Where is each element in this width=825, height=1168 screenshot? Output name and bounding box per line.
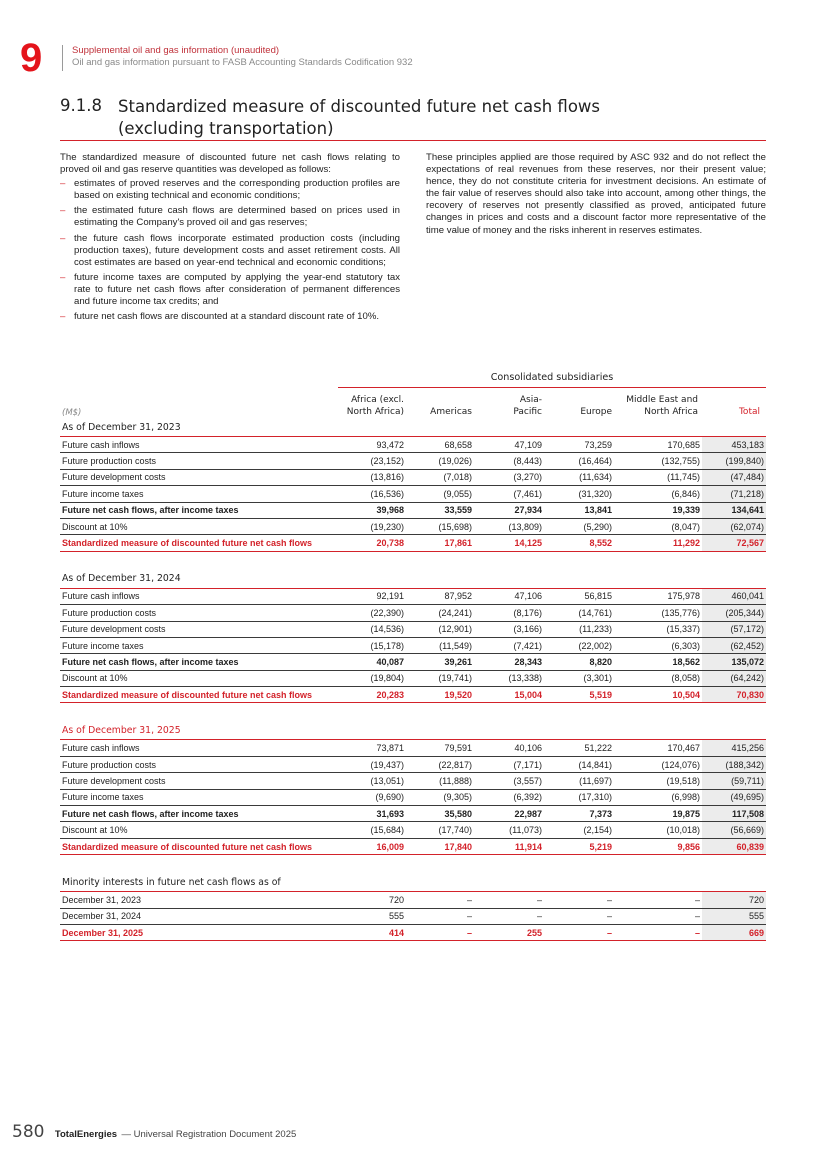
value-cell: (13,816) — [338, 469, 406, 485]
block-spacer — [60, 551, 766, 570]
table-row — [60, 756, 766, 772]
unit-label: (M$) — [62, 408, 82, 418]
value-cell: (11,549) — [406, 637, 474, 653]
value-cell: 720 — [338, 892, 406, 908]
total-cell: (205,344) — [702, 605, 766, 621]
row-label: Future income taxes — [60, 486, 338, 502]
total-cell: 669 — [702, 924, 766, 940]
total-cell: (188,342) — [702, 756, 766, 772]
row-label: December 31, 2025 — [60, 924, 338, 940]
total-cell: 460,041 — [702, 588, 766, 604]
value-cell: (19,518) — [614, 773, 702, 789]
intro-lead: The standardized measure of discounted future net cash flows relating to proved oil and gas reserve quantities was developed as follows: — [60, 152, 400, 176]
value-cell: 20,738 — [338, 535, 406, 551]
value-cell: (31,320) — [544, 486, 614, 502]
value-cell: 8,552 — [544, 535, 614, 551]
value-cell: 19,339 — [614, 502, 702, 518]
value-cell: (9,055) — [406, 486, 474, 502]
value-cell: (16,464) — [544, 453, 614, 469]
total-cell: (56,669) — [702, 822, 766, 838]
value-cell: 79,591 — [406, 740, 474, 756]
table-body — [60, 418, 766, 941]
value-cell: 255 — [474, 924, 544, 940]
principles-paragraph: These principles applied are those required by ASC 932 and do not reflect the expectations of real revenues from these reserves, nor their present value; hence, they do not constitute criteria for investment decisions. An estimate of the fair value of reserves should also take into account, among other things, the recovery of reserves not presently classified as proved, anticipated future changes in prices and costs and a discount factor more representative of the time value of money and the risks inherent in reserves estimates. — [426, 152, 766, 236]
section-number: 9.1.8 — [60, 96, 102, 115]
total-cell: 117,508 — [702, 806, 766, 822]
block-heading: As of December 31, 2025 — [60, 721, 766, 740]
block-spacer — [60, 703, 766, 722]
value-cell: – — [406, 892, 474, 908]
value-cell: (11,634) — [544, 469, 614, 485]
value-cell: (17,740) — [406, 822, 474, 838]
table-row — [60, 806, 766, 822]
total-cell: 453,183 — [702, 437, 766, 453]
value-cell: 35,580 — [406, 806, 474, 822]
value-cell: (19,437) — [338, 756, 406, 772]
dash-icon: – — [60, 205, 66, 217]
bullet-text: the future cash flows incorporate estimated production costs (including production taxes), future development costs and asset retirement costs. All cost estimates are based on year-end technical and economic conditions; — [74, 232, 400, 268]
value-cell: – — [614, 924, 702, 940]
value-cell: (19,804) — [338, 670, 406, 686]
bullet-text: the estimated future cash flows are determined based on prices used in estimating the Company's proved oil and gas reserves; — [74, 205, 400, 229]
group-rule — [338, 387, 766, 388]
table-row — [60, 437, 766, 453]
total-cell: 555 — [702, 908, 766, 924]
value-cell: (13,051) — [338, 773, 406, 789]
dash-icon: – — [60, 232, 66, 244]
value-cell: (8,058) — [614, 670, 702, 686]
value-cell: (9,690) — [338, 789, 406, 805]
value-cell: 170,467 — [614, 740, 702, 756]
value-cell: 73,259 — [544, 437, 614, 453]
block-heading: As of December 31, 2024 — [60, 570, 766, 589]
column-headers — [60, 390, 766, 418]
value-cell: (2,154) — [544, 822, 614, 838]
row-label: Future production costs — [60, 605, 338, 621]
block-spacer — [60, 855, 766, 874]
table-row — [60, 740, 766, 756]
value-cell: (11,745) — [614, 469, 702, 485]
value-cell: – — [406, 924, 474, 940]
row-label: Standardized measure of discounted future net cash flows — [60, 535, 338, 551]
value-cell: 7,373 — [544, 806, 614, 822]
value-cell: (14,841) — [544, 756, 614, 772]
value-cell: 47,109 — [474, 437, 544, 453]
value-cell: (13,338) — [474, 670, 544, 686]
value-cell: (8,047) — [614, 518, 702, 534]
value-cell: (6,846) — [614, 486, 702, 502]
value-cell: 17,840 — [406, 838, 474, 854]
col-asia-line1: Asia- — [519, 395, 542, 405]
total-cell: 134,641 — [702, 502, 766, 518]
total-cell: 72,567 — [702, 535, 766, 551]
value-cell: 51,222 — [544, 740, 614, 756]
row-label: Future cash inflows — [60, 588, 338, 604]
table-row — [60, 892, 766, 908]
group-caption: Consolidated subsidiaries — [490, 372, 614, 383]
value-cell: (7,018) — [406, 469, 474, 485]
data-table — [60, 418, 766, 941]
table-row — [60, 502, 766, 518]
value-cell: – — [544, 924, 614, 940]
col-asia-line2: Pacific — [513, 407, 542, 417]
value-cell: (3,166) — [474, 621, 544, 637]
row-label: Future development costs — [60, 621, 338, 637]
value-cell: – — [614, 908, 702, 924]
block-heading: Minority interests in future net cash flows as of — [60, 873, 766, 892]
value-cell: – — [406, 908, 474, 924]
chapter-number: 9 — [20, 36, 43, 80]
value-cell: 56,815 — [544, 588, 614, 604]
bullet-item — [60, 272, 400, 308]
row-label: December 31, 2024 — [60, 908, 338, 924]
total-cell: 135,072 — [702, 654, 766, 670]
value-cell: 414 — [338, 924, 406, 940]
header-divider — [62, 45, 63, 71]
total-cell: (62,452) — [702, 637, 766, 653]
row-label: Future production costs — [60, 453, 338, 469]
value-cell: (17,310) — [544, 789, 614, 805]
value-cell: 33,559 — [406, 502, 474, 518]
value-cell: 15,004 — [474, 687, 544, 703]
row-label: Future income taxes — [60, 637, 338, 653]
section-title: Standardized measure of discounted future net cash flows (excluding transportation) — [118, 97, 601, 138]
value-cell: 16,009 — [338, 838, 406, 854]
value-cell: 22,987 — [474, 806, 544, 822]
header-text — [72, 45, 413, 69]
col-americas — [402, 406, 472, 418]
total-cell: (59,711) — [702, 773, 766, 789]
value-cell: (24,241) — [406, 605, 474, 621]
total-cell: 415,256 — [702, 740, 766, 756]
col-africa — [304, 394, 404, 418]
value-cell: (22,817) — [406, 756, 474, 772]
col-me-line2: North Africa — [644, 407, 698, 417]
bullet-text: estimates of proved reserves and the corresponding production profiles are based on existing technical and economic conditions; — [74, 178, 400, 202]
col-middle-east — [598, 394, 698, 418]
value-cell: 555 — [338, 908, 406, 924]
value-cell: (15,684) — [338, 822, 406, 838]
table-row — [60, 654, 766, 670]
bullet-item — [60, 178, 400, 202]
value-cell: (7,461) — [474, 486, 544, 502]
value-cell: 5,219 — [544, 838, 614, 854]
table-row — [60, 588, 766, 604]
intro-left-column — [60, 152, 400, 326]
value-cell: (6,303) — [614, 637, 702, 653]
value-cell: (14,761) — [544, 605, 614, 621]
value-cell: 13,841 — [544, 502, 614, 518]
dash-icon: – — [60, 178, 66, 190]
value-cell: 19,875 — [614, 806, 702, 822]
value-cell: (12,901) — [406, 621, 474, 637]
table-row — [60, 924, 766, 940]
value-cell: (14,536) — [338, 621, 406, 637]
total-cell: 70,830 — [702, 687, 766, 703]
value-cell: (16,536) — [338, 486, 406, 502]
value-cell: (11,233) — [544, 621, 614, 637]
table-row — [60, 822, 766, 838]
value-cell: (10,018) — [614, 822, 702, 838]
col-total — [700, 406, 760, 418]
value-cell: 93,472 — [338, 437, 406, 453]
total-cell: 720 — [702, 892, 766, 908]
intro-right-column — [426, 152, 766, 237]
value-cell: (19,026) — [406, 453, 474, 469]
bullet-item — [60, 205, 400, 229]
value-cell: 68,658 — [406, 437, 474, 453]
value-cell: (7,171) — [474, 756, 544, 772]
col-americas-label: Americas — [430, 407, 472, 417]
value-cell: 14,125 — [474, 535, 544, 551]
value-cell: (19,741) — [406, 670, 474, 686]
table-row — [60, 469, 766, 485]
bullet-item — [60, 233, 400, 269]
row-label: Future net cash flows, after income taxes — [60, 654, 338, 670]
value-cell: – — [614, 892, 702, 908]
value-cell: (11,697) — [544, 773, 614, 789]
table-row — [60, 486, 766, 502]
table-row — [60, 637, 766, 653]
value-cell: (11,073) — [474, 822, 544, 838]
bullet-item — [60, 311, 400, 323]
block-heading: As of December 31, 2023 — [60, 418, 766, 437]
page-footer — [12, 1122, 296, 1142]
row-label: December 31, 2023 — [60, 892, 338, 908]
value-cell: 11,914 — [474, 838, 544, 854]
block-heading-row — [60, 873, 766, 892]
row-label: Future net cash flows, after income taxes — [60, 502, 338, 518]
bullet-text: future income taxes are computed by applying the year-end statutory tax rate to future net cash flows after consideration of permanent differences and future income tax credits; and — [74, 271, 400, 308]
table-row — [60, 687, 766, 703]
dash-icon: – — [60, 271, 66, 283]
value-cell: 18,562 — [614, 654, 702, 670]
chapter-subtitle: Oil and gas information pursuant to FASB Accounting Standards Codification 932 — [72, 57, 413, 68]
row-label: Discount at 10% — [60, 822, 338, 838]
brand-name: TotalEnergies — [54, 1129, 118, 1140]
value-cell: (23,152) — [338, 453, 406, 469]
total-cell: (49,695) — [702, 789, 766, 805]
value-cell: (19,230) — [338, 518, 406, 534]
value-cell: (9,305) — [406, 789, 474, 805]
value-cell: 8,820 — [544, 654, 614, 670]
value-cell: (22,002) — [544, 637, 614, 653]
document-title: — Universal Registration Document 2025 — [121, 1129, 297, 1140]
table-row — [60, 773, 766, 789]
value-cell: (3,301) — [544, 670, 614, 686]
value-cell: (6,392) — [474, 789, 544, 805]
value-cell: 11,292 — [614, 535, 702, 551]
block-heading-row — [60, 570, 766, 589]
table-row — [60, 789, 766, 805]
value-cell: (15,178) — [338, 637, 406, 653]
total-cell: (47,484) — [702, 469, 766, 485]
col-asia — [482, 394, 542, 418]
value-cell: 40,087 — [338, 654, 406, 670]
value-cell: 73,871 — [338, 740, 406, 756]
col-me-line1: Middle East and — [626, 395, 698, 405]
chapter-title: Supplemental oil and gas information (unaudited) — [72, 45, 280, 56]
total-cell: (71,218) — [702, 486, 766, 502]
value-cell: – — [474, 892, 544, 908]
value-cell: (8,176) — [474, 605, 544, 621]
value-cell: (3,557) — [474, 773, 544, 789]
row-label: Future cash inflows — [60, 740, 338, 756]
row-label: Standardized measure of discounted future net cash flows — [60, 687, 338, 703]
col-africa-line2: North Africa) — [346, 407, 404, 417]
value-cell: (22,390) — [338, 605, 406, 621]
total-cell: (62,074) — [702, 518, 766, 534]
value-cell: (15,698) — [406, 518, 474, 534]
value-cell: (3,270) — [474, 469, 544, 485]
value-cell: – — [474, 908, 544, 924]
block-heading-row — [60, 418, 766, 437]
value-cell: (11,888) — [406, 773, 474, 789]
table-row — [60, 838, 766, 854]
row-label: Future net cash flows, after income taxes — [60, 806, 338, 822]
value-cell: (7,421) — [474, 637, 544, 653]
value-cell: – — [544, 908, 614, 924]
section-rule — [60, 140, 766, 141]
value-cell: 17,861 — [406, 535, 474, 551]
value-cell: (132,755) — [614, 453, 702, 469]
total-cell: (199,840) — [702, 453, 766, 469]
value-cell: (8,443) — [474, 453, 544, 469]
value-cell: 10,504 — [614, 687, 702, 703]
table-row — [60, 670, 766, 686]
row-label: Discount at 10% — [60, 518, 338, 534]
value-cell: 40,106 — [474, 740, 544, 756]
page-number: 580 — [12, 1122, 45, 1142]
value-cell: 47,106 — [474, 588, 544, 604]
value-cell: 5,519 — [544, 687, 614, 703]
total-cell: (64,242) — [702, 670, 766, 686]
row-label: Future cash inflows — [60, 437, 338, 453]
dash-icon: – — [60, 311, 66, 323]
table-row — [60, 535, 766, 551]
value-cell: 20,283 — [338, 687, 406, 703]
table-row — [60, 518, 766, 534]
bullet-text: future net cash flows are discounted at a standard discount rate of 10%. — [74, 311, 380, 323]
value-cell: 175,978 — [614, 588, 702, 604]
value-cell: 39,968 — [338, 502, 406, 518]
total-cell: (57,172) — [702, 621, 766, 637]
value-cell: 39,261 — [406, 654, 474, 670]
value-cell: – — [544, 892, 614, 908]
total-cell: 60,839 — [702, 838, 766, 854]
value-cell: (5,290) — [544, 518, 614, 534]
col-total-label: Total — [738, 407, 760, 417]
value-cell: 92,191 — [338, 588, 406, 604]
table-row — [60, 453, 766, 469]
value-cell: (13,809) — [474, 518, 544, 534]
value-cell: 87,952 — [406, 588, 474, 604]
col-europe-label: Europe — [580, 407, 612, 417]
value-cell: 31,693 — [338, 806, 406, 822]
value-cell: 19,520 — [406, 687, 474, 703]
method-bullet-list — [60, 178, 400, 323]
row-label: Future income taxes — [60, 789, 338, 805]
value-cell: (135,776) — [614, 605, 702, 621]
block-heading-row — [60, 721, 766, 740]
row-label: Standardized measure of discounted future net cash flows — [60, 838, 338, 854]
col-africa-line1: Africa (excl. — [351, 395, 404, 405]
table-row — [60, 605, 766, 621]
table-row — [60, 621, 766, 637]
value-cell: 9,856 — [614, 838, 702, 854]
row-label: Future development costs — [60, 469, 338, 485]
row-label: Future production costs — [60, 756, 338, 772]
table-row — [60, 908, 766, 924]
value-cell: (124,076) — [614, 756, 702, 772]
value-cell: (6,998) — [614, 789, 702, 805]
value-cell: (15,337) — [614, 621, 702, 637]
value-cell: 28,343 — [474, 654, 544, 670]
row-label: Discount at 10% — [60, 670, 338, 686]
value-cell: 27,934 — [474, 502, 544, 518]
row-label: Future development costs — [60, 773, 338, 789]
value-cell: 170,685 — [614, 437, 702, 453]
